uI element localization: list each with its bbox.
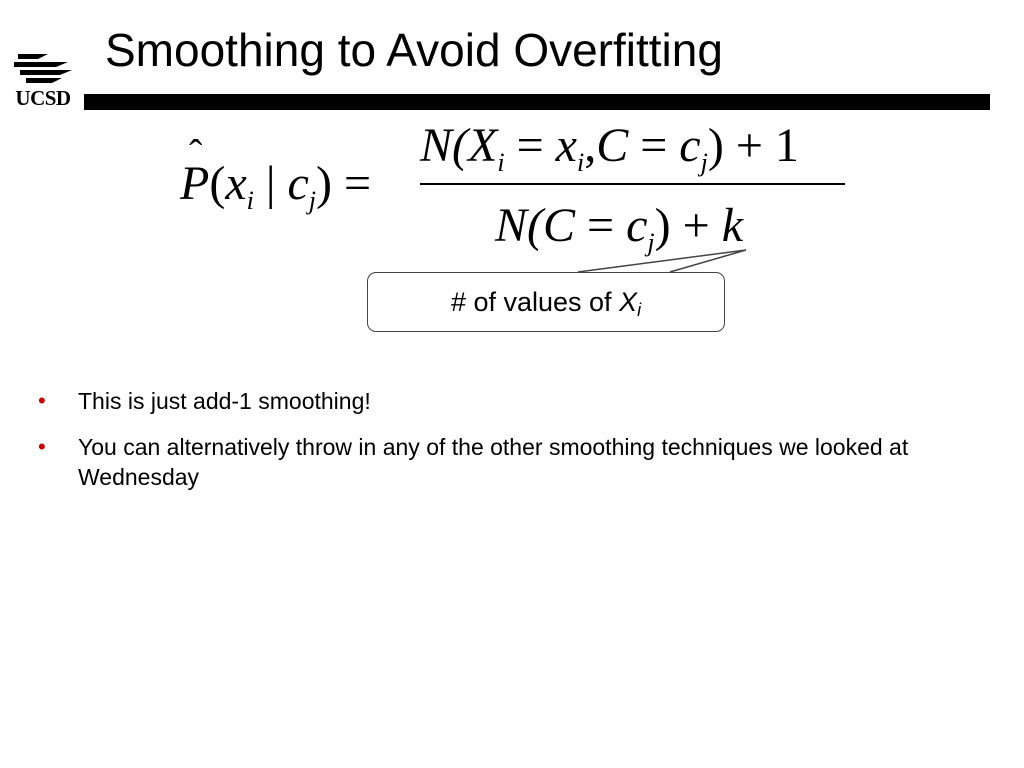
callout-var: X (619, 287, 638, 317)
lhs-c: c (287, 157, 309, 210)
num-c: c (679, 119, 701, 172)
bullet-text: You can alternatively throw in any of the other smoothing techniques we looked at Wednesday (78, 434, 909, 490)
den-c: c (626, 199, 648, 252)
bullet-item (38, 386, 978, 416)
ucsd-logo-icon (12, 50, 74, 86)
den-C: C (543, 199, 576, 252)
num-n: N( (420, 119, 468, 172)
lhs-x: x (225, 157, 247, 210)
smoothing-formula (180, 118, 860, 258)
lhs-bar: | (253, 157, 288, 210)
bullet-text: This is just add-1 smoothing! (78, 388, 371, 414)
logo-text: UCSD (15, 86, 71, 110)
bullet-dot-icon: • (38, 434, 46, 459)
callout-sub: i (637, 300, 642, 320)
num-x: x (555, 119, 577, 172)
num-j: j (700, 148, 708, 177)
den-n: N( (495, 199, 543, 252)
den-eq: = (575, 199, 627, 252)
num-tail: ) + 1 (707, 119, 799, 172)
lhs-open: ( (209, 157, 226, 210)
callout-box (367, 272, 725, 332)
num-comma: , (584, 119, 597, 172)
ucsd-logo (6, 42, 80, 118)
formula-numerator (420, 118, 799, 178)
num-i2: i (576, 148, 585, 177)
fraction-line (420, 183, 845, 185)
bullet-list (38, 386, 978, 508)
title-underline-bar (84, 94, 990, 110)
num-C: C (596, 119, 629, 172)
bullet-dot-icon: • (38, 388, 46, 413)
num-i1: i (497, 148, 505, 177)
den-k: k (721, 199, 744, 252)
den-j: j (647, 228, 655, 257)
callout-prefix: # of values of (450, 287, 620, 317)
lhs-i: i (246, 186, 254, 215)
lhs-j: j (308, 186, 317, 215)
bullet-item (38, 432, 978, 492)
den-plus: ) + (654, 199, 722, 252)
num-eq1: = (504, 119, 556, 172)
lhs-close: ) = (316, 157, 372, 210)
p-hat: ˆ P (180, 156, 209, 211)
formula-lhs (180, 156, 371, 216)
num-X: X (468, 119, 498, 172)
slide-title: Smoothing to Avoid Overfitting (105, 24, 723, 76)
num-eq2: = (628, 119, 680, 172)
